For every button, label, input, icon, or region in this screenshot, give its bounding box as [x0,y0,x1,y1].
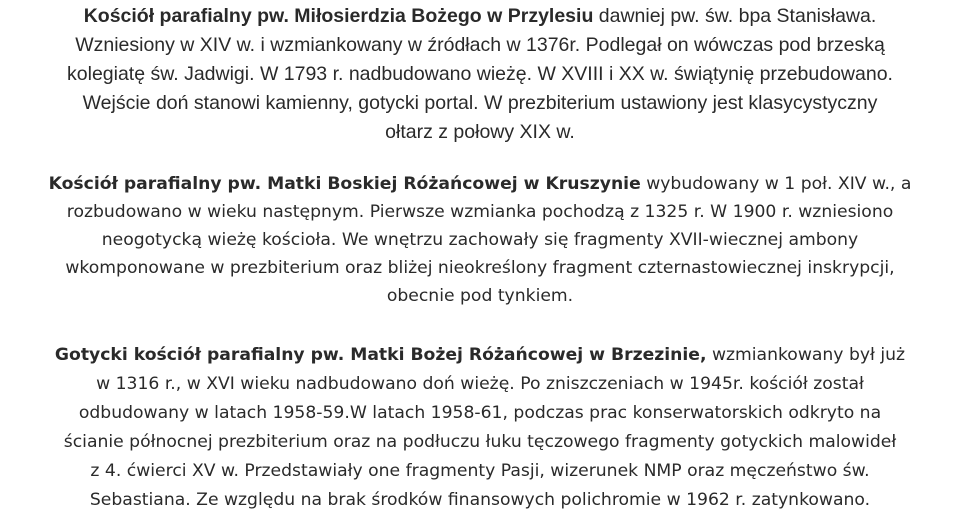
text-line: Sebastiana. Ze względu na brak środków finansowych polichromie w 1962 r. zatynkowano. [89,490,871,510]
text-line: wkomponowane w prezbiterium oraz bliżej nieokreślony fragment czternastowiecznej inskrypcji, [65,258,895,278]
paragraph-przylesie [6,2,954,147]
church-name: Kościół parafialny pw. Matki Boskiej Różańcowej w Kruszynie [48,174,641,194]
text-line: ołtarz z połowy XIX w. [385,121,575,143]
church-name: Gotycki kościół parafialny pw. Matki Bożej Różańcowej w Brzezinie, [54,345,707,365]
text-line: obecnie pod tynkiem. [386,286,574,306]
paragraph-brzezina [6,341,954,515]
text-line: Wzniesiony w XIV w. i wzmiankowany w źródłach w 1376r. Podlegał on wówczas pod brzeską [75,34,885,56]
text-line [6,2,954,31]
text-line: z 4. ćwierci XV w. Przedstawiały one fragmenty Pasji, wizerunek NMP oraz męczeństwo św. [90,461,870,481]
line-text: wzmiankowany był już [706,345,906,365]
line-text: wybudowany w 1 poł. XIV w., a [640,174,912,194]
text-line: w 1316 r., w XVI wieku nadbudowano doń wieżę. Po zniszczeniach w 1945r. kościół został [96,374,864,394]
text-line: odbudowany w latach 1958-59.W latach 1958-61, podczas prac konserwatorskich odkryto na [78,403,882,423]
line-text: dawniej pw. św. bpa Stanisława. [593,5,877,27]
text-line: neogotycką wieżę kościoła. We wnętrzu zachowały się fragmenty XVII-wiecznej ambony [101,230,859,250]
text-line: rozbudowano w wieku następnym. Pierwsze wzmianka pochodzą z 1325 r. W 1900 r. wzniesiono [66,202,894,222]
church-name: Kościół parafialny pw. Miłosierdzia Bożego w Przylesiu [83,5,594,27]
text-line [6,170,954,198]
paragraph-kruszyna [6,170,954,310]
text-line: kolegiatę św. Jadwigi. W 1793 r. nadbudowano wieżę. W XVIII i XX w. świątynię przebudowano. [67,63,893,85]
text-line [6,341,954,370]
text-line: Wejście doń stanowi kamienny, gotycki portal. W prezbiterium ustawiony jest klasycystyczny [82,92,878,114]
text-line: ścianie północnej prezbiterium oraz na podłuczu łuku tęczowego fragmenty gotyckich malowideł [63,432,897,452]
